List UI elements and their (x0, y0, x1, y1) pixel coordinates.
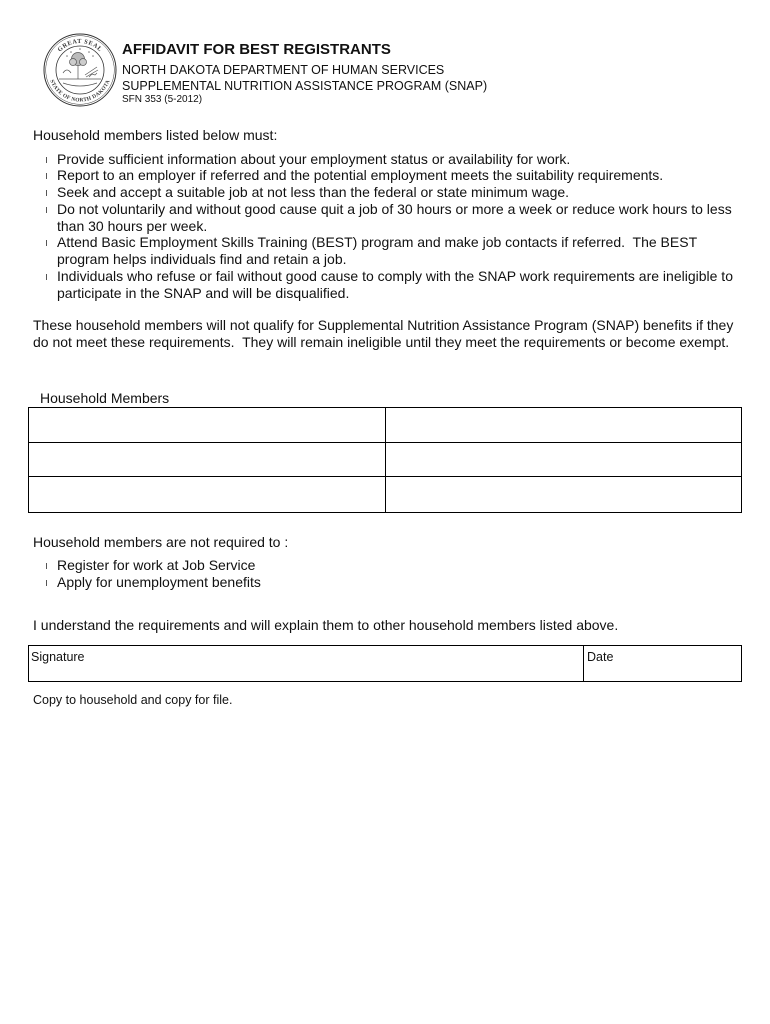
requirements-heading: Household members listed below must: (33, 126, 278, 143)
bullet-icon (46, 563, 47, 569)
notice-paragraph (33, 317, 733, 351)
date-field[interactable] (584, 646, 741, 681)
notice-line: These household members will not qualify for Supplemental Nutrition Assistance Program (SNAP) benefits if they (33, 316, 734, 333)
list-item-text: Apply for unemployment benefits (57, 573, 261, 590)
household-member-field[interactable] (29, 408, 386, 443)
bullet-icon (46, 207, 47, 213)
list-item (45, 234, 733, 268)
form-title: AFFIDAVIT FOR BEST REGISTRANTS (122, 41, 391, 58)
bullet-icon (46, 173, 47, 179)
acknowledgement-statement: I understand the requirements and will explain them to other household members listed above. (33, 616, 619, 633)
seal-top-text: GREAT SEAL (56, 37, 104, 54)
household-members-label: Household Members (40, 389, 170, 406)
list-item-text: than 30 hours per week. (57, 217, 208, 234)
exemptions-heading: Household members are not required to : (33, 533, 289, 550)
list-item (45, 151, 733, 168)
copy-note: Copy to household and copy for file. (33, 692, 233, 707)
department-name: NORTH DAKOTA DEPARTMENT OF HUMAN SERVICES (122, 63, 445, 77)
list-item (45, 167, 733, 184)
list-item-text: Individuals who refuse or fail without good cause to comply with the SNAP work requirements are ineligible to (57, 267, 733, 284)
bullet-icon (46, 580, 47, 586)
seal-bottom-text: STATE OF NORTH DAKOTA (48, 78, 112, 104)
household-member-field[interactable] (386, 443, 741, 478)
list-item-text: participate in the SNAP and will be disqualified. (57, 284, 350, 301)
requirements-list (45, 151, 733, 302)
list-item-text: Report to an employer if referred and the potential employment meets the suitability requirements. (57, 167, 664, 184)
household-member-field[interactable] (29, 477, 386, 512)
notice-line: do not meet these requirements. They will remain ineligible until they meet the requirements or become exempt. (33, 333, 730, 350)
list-item-text: Seek and accept a suitable job at not less than the federal or state minimum wage. (57, 184, 570, 200)
signature-field[interactable] (29, 646, 584, 681)
date-label: Date (587, 650, 614, 664)
household-member-field[interactable] (29, 443, 386, 478)
list-item-text: Do not voluntarily and without good cause quit a job of 30 hours or more a week or reduce work hours to less (57, 200, 732, 217)
signature-label: Signature (31, 650, 85, 664)
svg-text:STATE OF NORTH DAKOTA (48, 79, 111, 104)
form-number: SFN 353 (5-2012) (122, 94, 203, 105)
signature-block (28, 645, 742, 682)
household-member-field[interactable] (386, 477, 741, 512)
bullet-icon (46, 274, 47, 280)
list-item (45, 574, 261, 591)
great-seal-icon (43, 33, 117, 107)
list-item-text: Register for work at Job Service (57, 556, 256, 573)
household-members-table (28, 407, 742, 513)
bullet-icon (46, 190, 47, 196)
list-item (45, 201, 733, 235)
list-item-text: program helps individuals find and retain a job. (57, 251, 347, 267)
list-item (45, 268, 733, 302)
bullet-icon (46, 240, 47, 246)
exemptions-list (45, 557, 261, 591)
list-item-text: Attend Basic Employment Skills Training (BEST) program and make job contacts if referred. The BEST (57, 234, 698, 251)
list-item-text: Provide sufficient information about your employment status or availability for work. (57, 150, 571, 167)
program-name: SUPPLEMENTAL NUTRITION ASSISTANCE PROGRAM (SNAP) (122, 79, 488, 93)
household-member-field[interactable] (386, 408, 741, 443)
bullet-icon (46, 157, 47, 163)
list-item (45, 557, 261, 574)
list-item (45, 184, 733, 201)
